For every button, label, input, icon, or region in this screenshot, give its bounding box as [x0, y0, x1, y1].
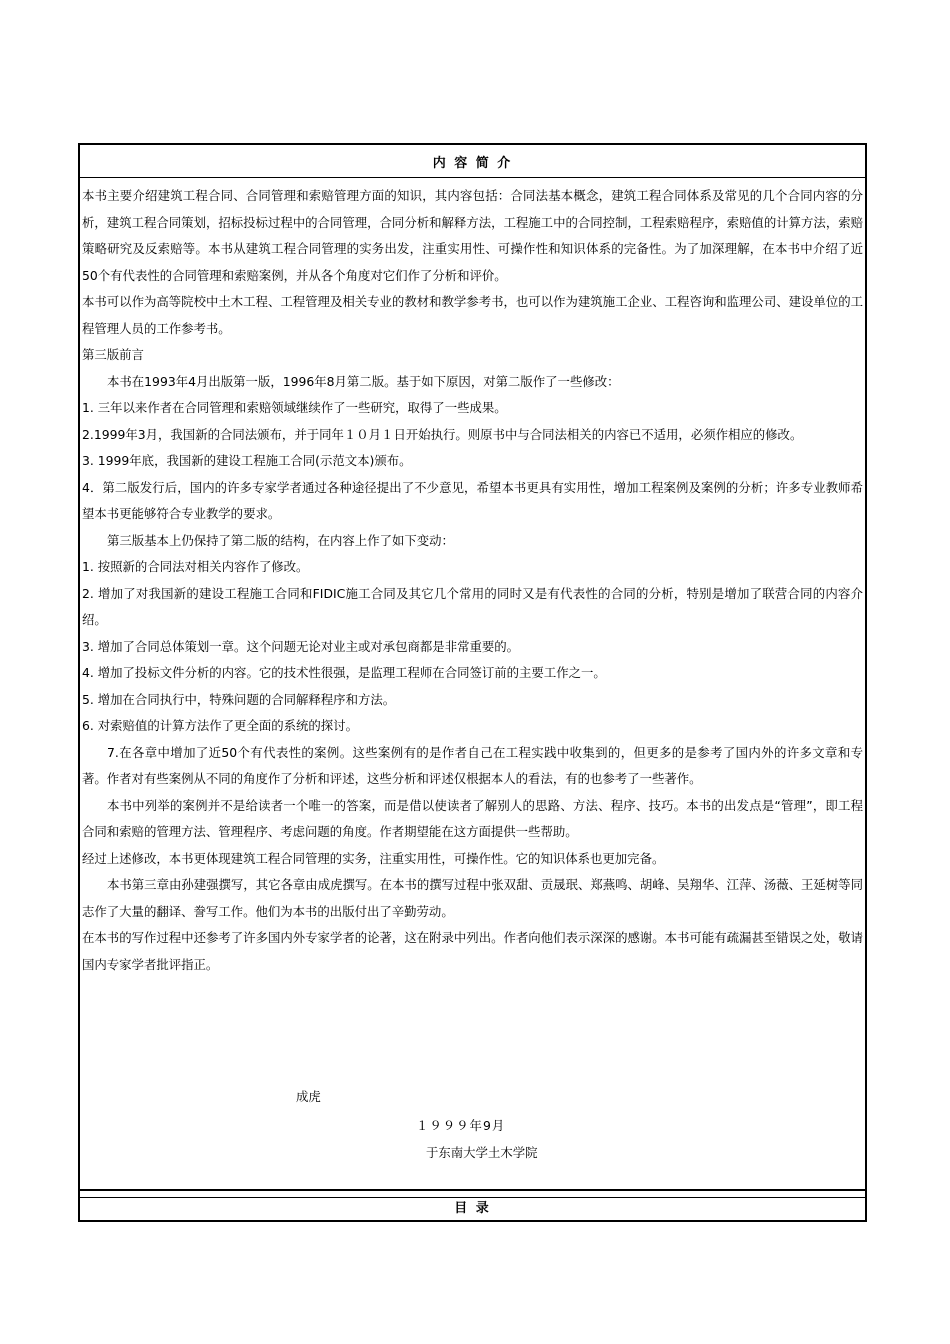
- document-frame: [78, 143, 867, 1222]
- reason-item-2: 2.1999年3月，我国新的合同法颁布，并于同年１０月１日开始执行。则原书中与合同法相关的内容已不适用，必须作相应的修改。: [82, 426, 803, 442]
- change-item-5: 5. 增加在合同执行中，特殊问题的合同解释程序和方法。: [82, 691, 396, 707]
- author-signature: 成虎: [296, 1089, 321, 1104]
- paragraph-edition-history: 本书在1993年4月出版第一版，1996年8月第二版。基于如下原因，对第二版作了一些修改：: [107, 373, 620, 389]
- paragraph-summary-revision: 经过上述修改，本书更体现建筑工程合同管理的实务，注重实用性，可操作性。它的知识体系也更加完备。: [82, 850, 665, 866]
- summary-body: [82, 183, 863, 978]
- section-title-toc: 目 录: [80, 1197, 865, 1220]
- change-item-6: 6. 对索赔值的计算方法作了更全面的系统的探讨。: [82, 718, 358, 733]
- paragraph-cases-purpose: 本书中列举的案例并不是给读者一个唯一的答案，而是借以使读者了解别人的思路、方法、程序、技巧。本书的出发点是“管理”，即工程合同和索赔的管理方法、管理程序、考虑问题的角度。作者期望能在这方面提供一些帮助。: [82, 797, 863, 839]
- reason-item-3: 3. 1999年底，我国新的建设工程施工合同(示范文本)颁布。: [82, 453, 412, 468]
- change-item-2: 2. 增加了对我国新的建设工程施工合同和FIDIC施工合同及其它几个常用的同时又是有代表性的合同的分析，特别是增加了联营合同的内容介绍。: [82, 585, 863, 627]
- preface-heading: 第三版前言: [82, 347, 144, 362]
- section-divider: [80, 1189, 865, 1191]
- paragraph-changes-intro: 第三版基本上仍保持了第二版的结构，在内容上作了如下变动：: [107, 532, 454, 548]
- reason-item-1: 1. 三年以来作者在合同管理和索赔领域继续作了一些研究，取得了一些成果。: [82, 400, 507, 415]
- paragraph-intro: 本书主要介绍建筑工程合同、合同管理和索赔管理方面的知识，其内容包括：合同法基本概念，建筑工程合同体系及常见的几个合同内容的分析，建筑工程合同策划，招标投标过程中的合同管理，合同分析和解释方法，工程施工中的合同控制，工程索赔程序，索赔值的计算方法，索赔策略研究及反索赔等。本书从建筑工程合同管理的实务出发，注重实用性、可操作性和知识体系的完备性。为了加深理解，在本书中介绍了近50个有代表性的合同管理和索赔案例，并从各个角度对它们作了分析和评价。: [82, 188, 863, 283]
- signature-date: １９９９年9月: [416, 1118, 506, 1133]
- reason-item-4: 4．第二版发行后，国内的许多专家学者通过各种途径提出了不少意见，希望本书更具有实用性，增加工程案例及案例的分析；许多专业教师希望本书更能够符合专业教学的要求。: [82, 479, 863, 521]
- change-item-4: 4. 增加了投标文件分析的内容。它的技术性很强，是监理工程师在合同签订前的主要工作之一。: [82, 665, 606, 680]
- paragraph-audience: 本书可以作为高等院校中土木工程、工程管理及相关专业的教材和教学参考书，也可以作为建筑施工企业、工程咨询和监理公司、建设单位的工程管理人员的工作参考书。: [82, 294, 863, 336]
- paragraph-acknowledgement: 在本书的写作过程中还参考了许多国内外专家学者的论著，这在附录中列出。作者向他们表示深深的感谢。本书可能有疏漏甚至错误之处，敬请国内专家学者批评指正。: [82, 930, 863, 972]
- change-item-7: 7.在各章中增加了近50个有代表性的案例。这些案例有的是作者自己在工程实践中收集到的，但更多的是参考了国内外的许多文章和专著。作者对有些案例从不同的角度作了分析和评述，这些分析和评述仅根据本人的看法，有的也参考了一些著作。: [82, 744, 863, 786]
- change-item-3: 3. 增加了合同总体策划一章。这个问题无论对业主或对承包商都是非常重要的。: [82, 638, 520, 654]
- signature-place: 于东南大学土木学院: [426, 1145, 538, 1160]
- paragraph-contributors: 本书第三章由孙建强撰写，其它各章由成虎撰写。在本书的撰写过程中张双甜、贡晟珉、郑燕鸣、胡峰、吴翔华、江萍、汤薇、王延树等同志作了大量的翻译、誊写工作。他们为本书的出版付出了辛勤劳动。: [82, 877, 863, 919]
- change-item-1: 1. 按照新的合同法对相关内容作了修改。: [82, 559, 309, 574]
- section-title-summary: 内 容 简 介: [80, 151, 865, 178]
